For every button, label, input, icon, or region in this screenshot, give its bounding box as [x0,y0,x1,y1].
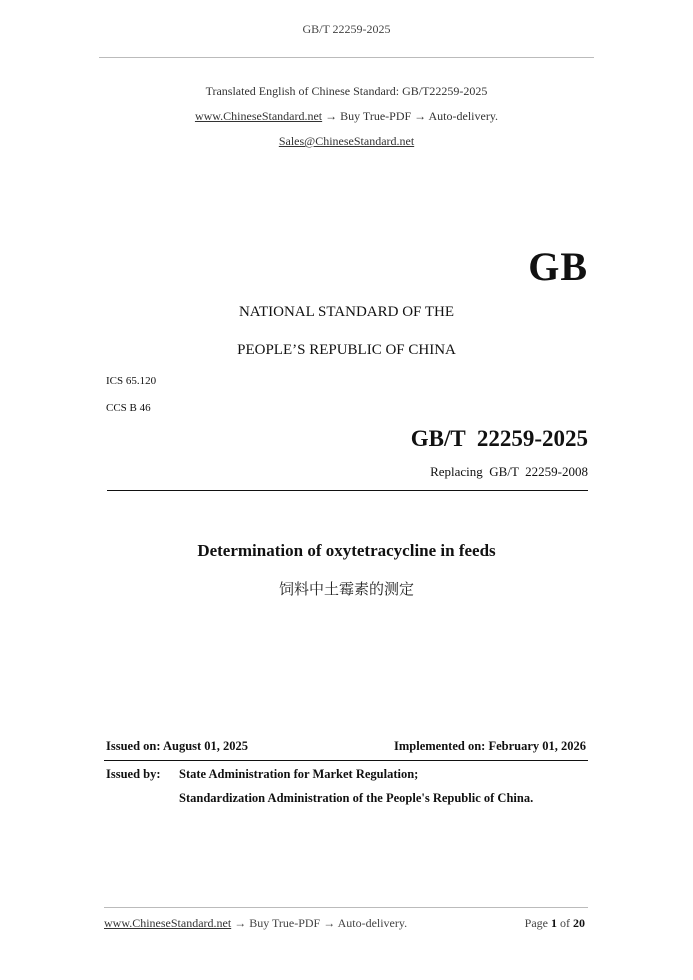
implemented-date: Implemented on: February 01, 2026 [394,739,586,753]
issuer-1: State Administration for Market Regulation; [179,767,419,781]
footer-site-link[interactable]: www.ChineseStandard.net [104,916,232,930]
ccs-code: CCS B 46 [106,402,151,414]
title-rule [107,490,588,491]
issued-date: Issued on: August 01, 2025 [106,739,249,753]
page-indicator [525,916,585,931]
of-label: of [560,916,570,930]
site-link[interactable]: www.ChineseStandard.net [194,109,323,123]
issuer-2: Standardization Administration of the People's Republic of China. [179,791,534,805]
page-number: 1 [551,916,557,930]
running-header: GB/T 22259-2025 [302,22,391,36]
footer-rule [104,907,588,908]
dates-rule [104,760,588,761]
email-link[interactable]: Sales@ChineseStandard.net [278,134,415,148]
translation-note: Translated English of Chinese Standard: GB/T22259-2025 [205,84,488,98]
title-chinese: 饲料中土霉素的测定 [278,580,414,598]
promo-line [0,109,693,124]
national-standard-line-2: PEOPLE’S REPUBLIC OF CHINA [237,342,456,358]
gb-logo: GB [528,244,588,289]
page-label: Page [524,916,548,930]
page-total: 20 [573,916,585,930]
footer-promo [104,916,407,931]
email-line [0,134,693,149]
header-rule [99,57,594,58]
national-standard-line-1: NATIONAL STANDARD OF THE [238,304,455,320]
issued-by-label: Issued by: [106,767,161,781]
promo-tail: → Buy True-PDF → Auto-delivery. [322,109,499,123]
title-english: Determination of oxytetracycline in feeds [197,541,496,560]
standard-number: GB/T 22259-2025 [410,426,588,451]
ics-code: ICS 65.120 [106,375,157,387]
replacing-note: Replacing GB/T 22259-2008 [430,464,588,479]
footer-tail: → Buy True-PDF → Auto-delivery. [231,916,408,930]
